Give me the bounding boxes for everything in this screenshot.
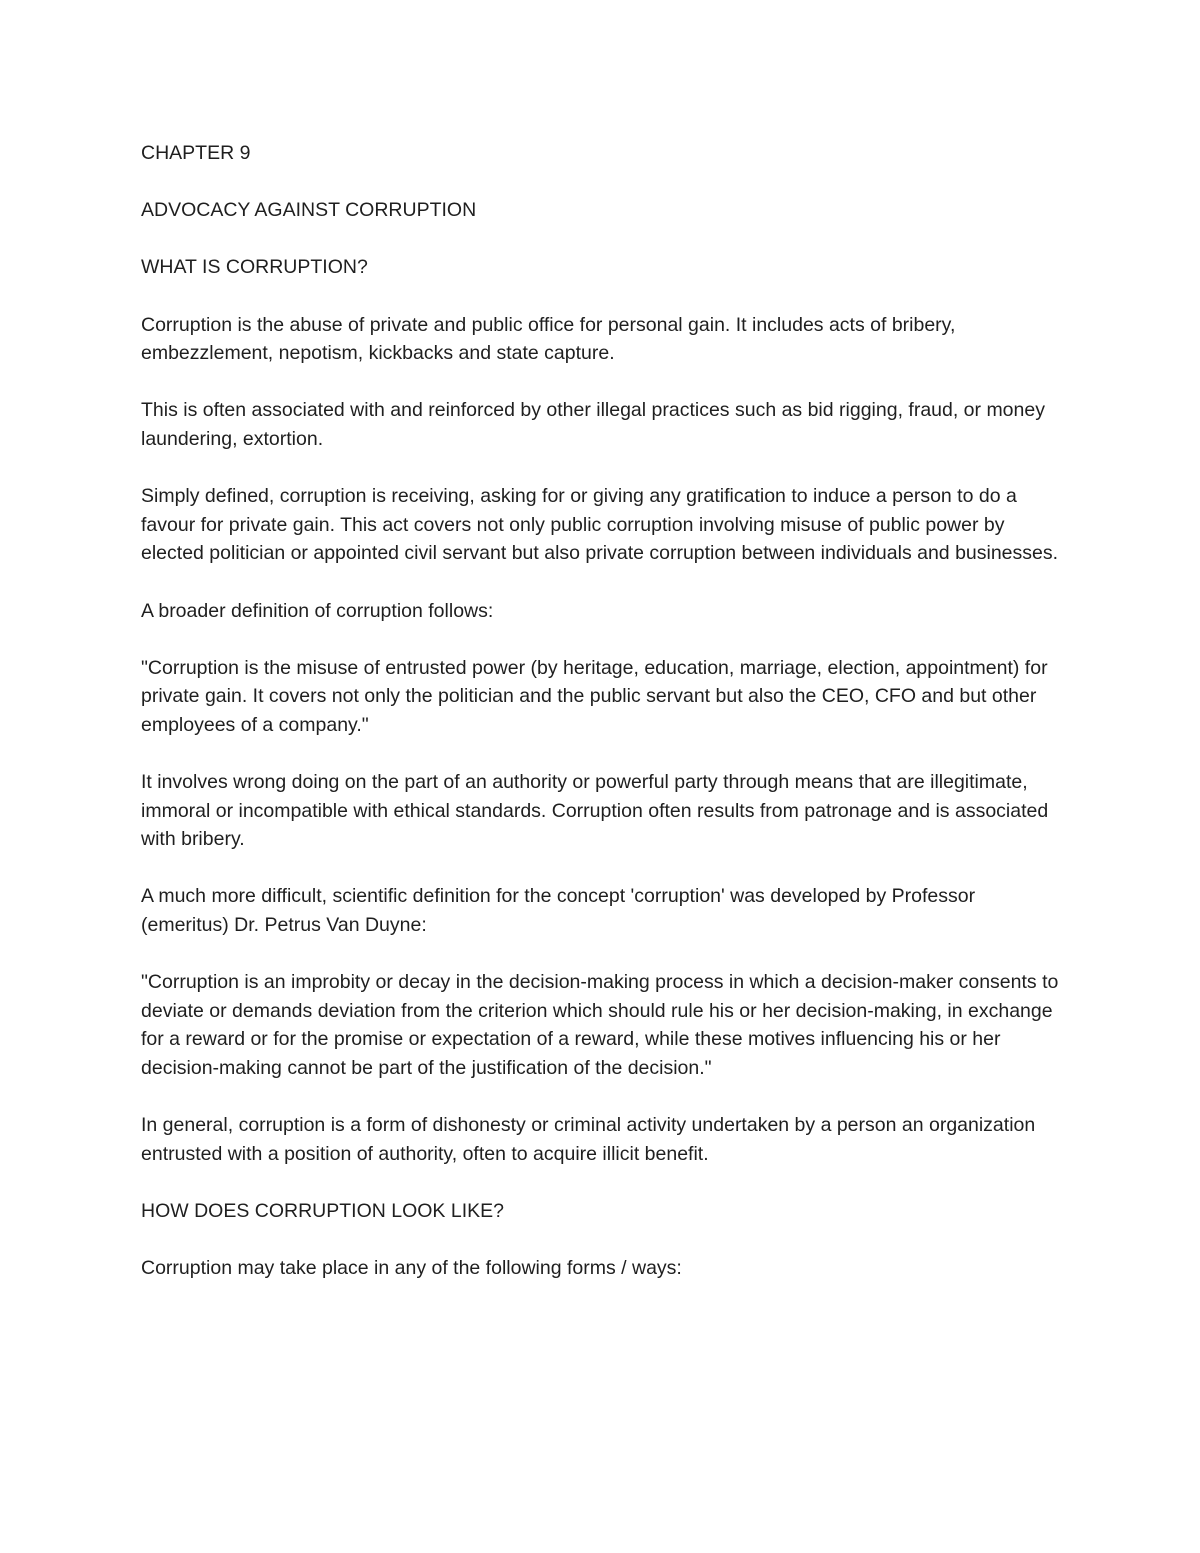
paragraph-broader-intro: A broader definition of corruption follows: <box>141 599 494 622</box>
paragraph-general: In general, corruption is a form of dishonesty or criminal activity undertaken by a person an organization entrusted with a position of authority, often to acquire illicit benefit. <box>141 1114 1036 1165</box>
paragraph-scientific-intro: A much more difficult, scientific definition for the concept 'corruption' was developed by Professor (emeritus) Dr. Petrus Van Duyne: <box>141 885 976 937</box>
paragraph-scientific-quote: "Corruption is an improbity or decay in the decision-making process in which a decision-maker consents to deviate or demands deviation from the criterion which should rule his or her decision-making, in exchange for a reward or for the promise or expectation of a reward, while these motives influencing his or her decision-making cannot be part of the justification of the decision." <box>141 971 1059 1079</box>
section-heading-how: HOW DOES CORRUPTION LOOK LIKE? <box>141 1199 504 1222</box>
paragraph-simple-definition: Simply defined, corruption is receiving, asking for or giving any gratification to induce a person to do a favour for private gain. This act covers not only public corruption involving misuse of public power by elected politician or appointed civil servant but also private corruption between individuals and businesses. <box>141 485 1059 565</box>
paragraph-broader-quote: "Corruption is the misuse of entrusted power (by heritage, education, marriage, election, appointment) for private gain. It covers not only the politician and the public servant but also the CEO, CFO and but other employees of a company." <box>141 656 1048 736</box>
chapter-title: ADVOCACY AGAINST CORRUPTION <box>141 199 477 222</box>
paragraph-wrong-doing: It involves wrong doing on the part of an authority or powerful party through means that are illegitimate, immoral or incompatible with ethical standards. Corruption often results from patronage and is associated with bribery. <box>141 771 1049 851</box>
section-heading-what: WHAT IS CORRUPTION? <box>141 256 368 279</box>
paragraph-definition: Corruption is the abuse of private and public office for personal gain. It includes acts of bribery, embezzlement, nepotism, kickbacks and state capture. <box>141 313 956 365</box>
paragraph-forms: Corruption may take place in any of the following forms / ways: <box>141 1257 682 1280</box>
paragraph-associated-practices: This is often associated with and reinforced by other illegal practices such as bid rigging, fraud, or money laundering, extortion. <box>141 399 1045 450</box>
document-body <box>141 139 1061 1311</box>
chapter-label: CHAPTER 9 <box>141 142 251 164</box>
